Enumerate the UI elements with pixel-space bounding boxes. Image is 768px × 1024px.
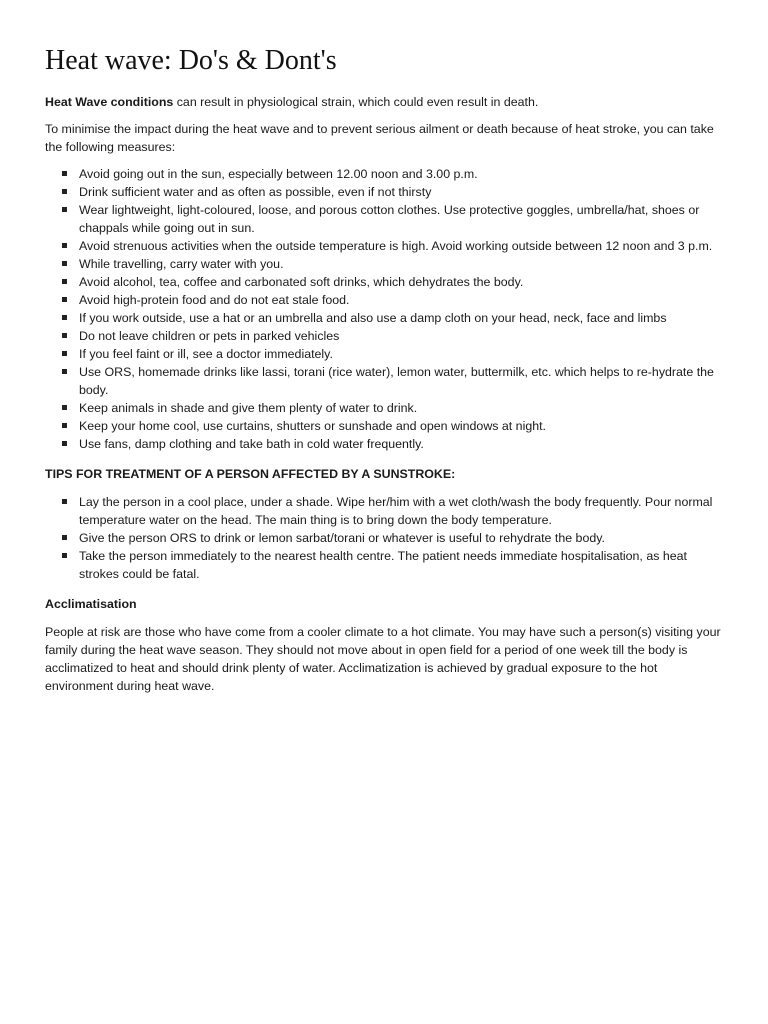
- list-item: If you feel faint or ill, see a doctor immediately.: [45, 345, 728, 363]
- measures-intro-paragraph: To minimise the impact during the heat wave and to prevent serious ailment or death because of heat stroke, you can take the following measures:: [45, 122, 714, 154]
- tips-heading: TIPS FOR TREATMENT OF A PERSON AFFECTED BY A SUNSTROKE:: [45, 467, 456, 481]
- list-item: Use fans, damp clothing and take bath in cold water frequently.: [45, 435, 728, 453]
- list-item: While travelling, carry water with you.: [45, 255, 728, 273]
- intro-bold-term: Heat Wave conditions: [45, 95, 174, 109]
- intro-paragraph: [45, 93, 728, 111]
- list-item: Avoid strenuous activities when the outside temperature is high. Avoid working outside between 12 noon and 3 p.m.: [45, 237, 728, 255]
- tips-list: [45, 493, 728, 583]
- list-item: Use ORS, homemade drinks like lassi, torani (rice water), lemon water, buttermilk, etc. which helps to re-hydrate the body.: [45, 363, 728, 399]
- list-item: Keep your home cool, use curtains, shutters or sunshade and open windows at night.: [45, 417, 728, 435]
- list-item: Wear lightweight, light-coloured, loose, and porous cotton clothes. Use protective goggles, umbrella/hat, shoes or chappals while going out in sun.: [45, 201, 728, 237]
- list-item: Lay the person in a cool place, under a shade. Wipe her/him with a wet cloth/wash the body frequently. Pour normal temperature water on the head. The main thing is to bring down the body temperature.: [45, 493, 728, 529]
- list-item: Avoid going out in the sun, especially between 12.00 noon and 3.00 p.m.: [45, 165, 728, 183]
- list-item: Do not leave children or pets in parked vehicles: [45, 327, 728, 345]
- list-item: Avoid high-protein food and do not eat stale food.: [45, 291, 728, 309]
- acclimatisation-heading: Acclimatisation: [45, 597, 137, 611]
- list-item: Avoid alcohol, tea, coffee and carbonated soft drinks, which dehydrates the body.: [45, 273, 728, 291]
- acclimatisation-paragraph: People at risk are those who have come from a cooler climate to a hot climate. You may have such a person(s) visiting your family during the heat wave season. They should not move about in open field for a period of one week till the body is acclimatized to heat and should drink plenty of water. Acclimatization is achieved by gradual exposure to the hot environment during heat wave.: [45, 625, 721, 693]
- page-title: Heat wave: Do's & Dont's: [45, 45, 337, 76]
- measures-list: [45, 165, 728, 453]
- list-item: Give the person ORS to drink or lemon sarbat/torani or whatever is useful to rehydrate the body.: [45, 529, 728, 547]
- list-item: Take the person immediately to the nearest health centre. The patient needs immediate hospitalisation, as heat strokes could be fatal.: [45, 547, 728, 583]
- list-item: If you work outside, use a hat or an umbrella and also use a damp cloth on your head, neck, face and limbs: [45, 309, 728, 327]
- intro-text: can result in physiological strain, which could even result in death.: [173, 95, 539, 109]
- list-item: Drink sufficient water and as often as possible, even if not thirsty: [45, 183, 728, 201]
- list-item: Keep animals in shade and give them plenty of water to drink.: [45, 399, 728, 417]
